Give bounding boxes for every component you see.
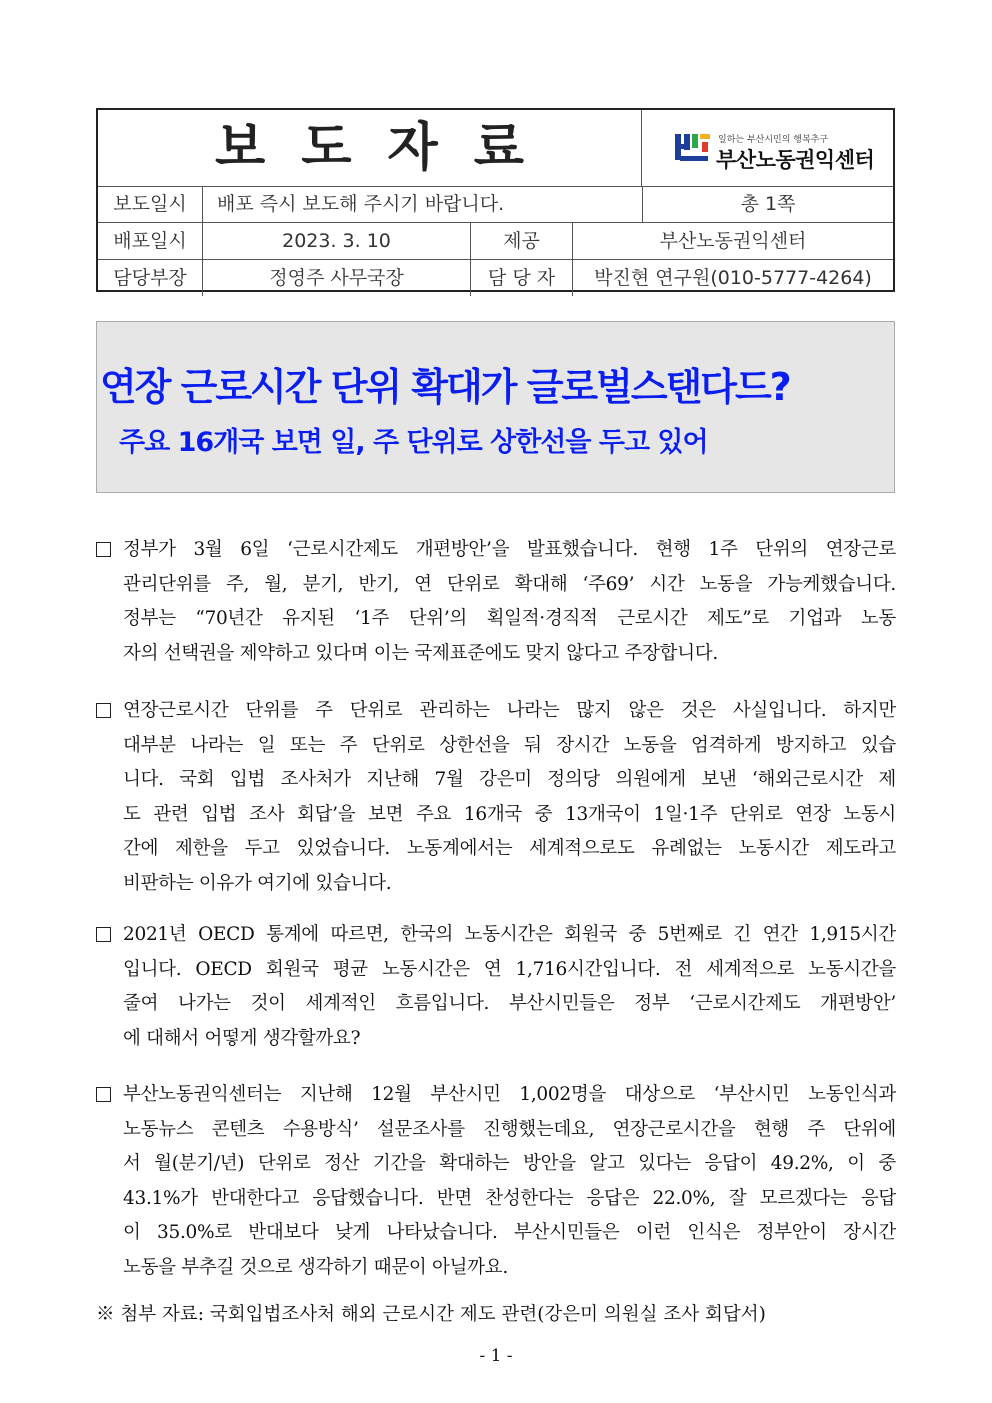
- paragraph-line: 노동을 부추길 것으로 생각하기 때문이 아닐까요.: [123, 1256, 508, 1278]
- contact-row: [98, 260, 893, 296]
- paragraph-line: 부산노동권익센터는 지난해 12월 부산시민 1,002명을 대상으로 ‘부산시민 노동인식과: [123, 1084, 896, 1105]
- release-value: 배포 즉시 보도해 주시기 바랍니다.: [202, 186, 642, 222]
- contact-value: 박진현 연구원(010-5777-4264): [572, 260, 893, 296]
- paragraph-line: 줄여 나가는 것이 세계적인 흐름입니다. 부산시민들은 정부 ‘근로시간제도 개편방안’: [123, 993, 896, 1014]
- paragraph-line: 도 관련 입법 조사 회답’을 보면 주요 16개국 중 13개국이 1일·1주 단위로 연장 노동시: [123, 803, 896, 825]
- subheadline: 주요 16개국 보면 일, 주 단위로 상한선을 두고 있어: [119, 427, 708, 458]
- paragraph-3: [96, 918, 896, 1056]
- provider-value: 부산노동권익센터: [572, 223, 893, 259]
- distribution-row: [98, 223, 893, 260]
- paragraph-line: 이 35.0%로 반대보다 낮게 나타났습니다. 부산시민들은 이런 인식은 정부안이 장시간: [123, 1222, 896, 1243]
- paragraph-line: 관리단위를 주, 월, 분기, 반기, 연 단위로 확대해 ‘주69’ 시간 노동을 가능케했습니다.: [123, 573, 896, 595]
- org-logo-mark-icon: [674, 130, 712, 166]
- page-count: 총 1쪽: [642, 186, 893, 222]
- paragraph-line: 비판하는 이유가 여기에 있습니다.: [123, 872, 392, 894]
- provider-label: 제공: [470, 223, 572, 259]
- press-release-header-table: [96, 108, 895, 292]
- release-label: 보도일시: [113, 193, 187, 215]
- checkbox-bullet-icon: [96, 1087, 111, 1102]
- paragraph-1: [96, 533, 896, 671]
- checkbox-bullet-icon: [96, 703, 111, 718]
- paragraph-4: [96, 1078, 896, 1285]
- paragraph-line: 에 대해서 어떻게 생각할까요?: [123, 1027, 361, 1049]
- paragraph-line: 정부가 3월 6일 ‘근로시간제도 개편방안’을 발표했습니다. 현행 1주 단위의 연장근로: [123, 539, 896, 560]
- headline: 연장 근로시간 단위 확대가 글로벌스탠다드?: [100, 365, 790, 409]
- distribution-label: 배포일시: [113, 230, 187, 252]
- paragraph-line: 연장근로시간 단위를 주 단위로 관리하는 나라는 많지 않은 것은 사실입니다. 하지만: [123, 700, 896, 721]
- org-slogan: 일하는 부산시민의 행복추구: [718, 135, 829, 145]
- page-number: - 1 -: [479, 1346, 513, 1366]
- paragraph-line: 간에 제한을 두고 있었습니다. 노동계에서는 세계적으로도 유례없는 노동시간 제도라고: [123, 838, 896, 859]
- checkbox-bullet-icon: [96, 927, 111, 942]
- paragraph-line: 입니다. OECD 회원국 평균 노동시간은 연 1,716시간입니다. 전 세계적으로 노동시간을: [123, 958, 896, 980]
- distribution-date: 2023. 3. 10: [202, 223, 470, 259]
- paragraph-line: 2021년 OECD 통계에 따르면, 한국의 노동시간은 회원국 중 5번째로 긴 연간 1,915시간: [123, 924, 896, 945]
- attachment-note: ※ 첨부 자료: 국회입법조사처 해외 근로시간 제도 관련(강은미 의원실 조사 회답서): [96, 1304, 766, 1325]
- paragraph-line: 대부분 나라는 일 또는 주 단위로 상한선을 둬 장시간 노동을 엄격하게 방지하고 있습: [123, 734, 896, 756]
- paragraph-2: [96, 694, 896, 901]
- headline-box: [96, 321, 895, 493]
- document-title: 보도자료: [98, 110, 642, 186]
- paragraph-line: 자의 선택권을 제약하고 있다며 이는 국제표준에도 맞지 않다고 주장합니다.: [123, 642, 718, 664]
- org-name: 부산노동권익센터: [716, 148, 875, 172]
- header-top-row: [98, 110, 893, 187]
- release-time-row: [98, 186, 893, 223]
- paragraph-line: 니다. 국회 입법 조사처가 지난해 7월 강은미 정의당 의원에게 보낸 ‘해외근로시간 제: [123, 769, 896, 790]
- paragraph-line: 43.1%가 반대한다고 응답했습니다. 반면 찬성한다는 응답은 22.0%, 잘 모르겠다는 응답: [123, 1187, 896, 1209]
- paragraph-line: 노동뉴스 콘텐츠 수용방식’ 설문조사를 진행했는데요, 연장근로시간을 현행 주 단위에: [123, 1118, 896, 1140]
- paragraph-line: 서 월(분기/년) 단위로 정산 기간을 확대하는 방안을 알고 있다는 응답이 49.2%, 이 중: [123, 1153, 896, 1174]
- org-logo: [674, 130, 874, 170]
- paragraph-line: 정부는 “70년간 유지된 ‘1주 단위’의 획일적·경직적 근로시간 제도”로 기업과 노동: [123, 608, 896, 629]
- manager-label: 담당부장: [113, 267, 187, 289]
- manager-value: 정영주 사무국장: [202, 260, 470, 296]
- contact-label: 담 당 자: [470, 260, 572, 296]
- checkbox-bullet-icon: [96, 542, 111, 557]
